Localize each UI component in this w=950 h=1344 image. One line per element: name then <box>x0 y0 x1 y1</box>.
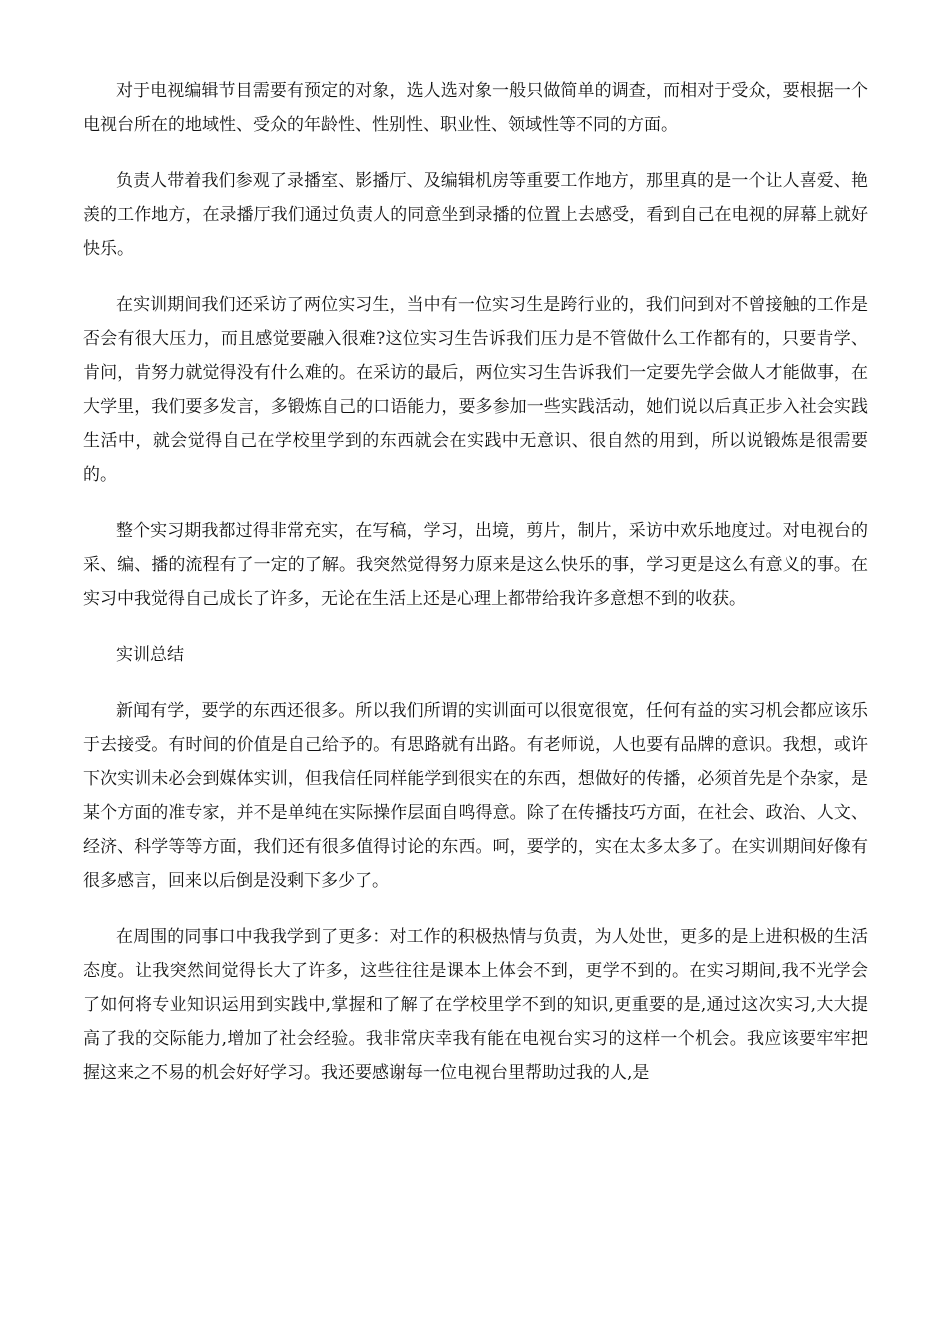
paragraph-summary-learning: 新闻有学，要学的东西还很多。所以我们所谓的实训面可以很宽很宽，任何有益的实习机会都应该乐于去接受。有时间的价值是自己给予的。有思路就有出路。有老师说，人也要有品牌的意识。我想，或许下次实训未必会到媒体实训，但我信任同样能学到很实在的东西，想做好的传播，必须首先是个杂家，是某个方面的准专家，并不是单纯在实际操作层面自鸣得意。除了在传播技巧方面，在社会、政治、人文、经济、科学等等方面，我们还有很多值得讨论的东西。呵，要学的，实在太多太多了。在实训期间好像有很多感言，回来以后倒是没剩下多少了。 <box>83 701 868 891</box>
paragraph-studio-visit: 负责人带着我们参观了录播室、影播厅、及编辑机房等重要工作地方，那里真的是一个让人喜爱、艳羡的工作地方，在录播厅我们通过负责人的同意坐到录播的位置上去感受，看到自己在电视的屏幕上就好快乐。 <box>83 171 868 259</box>
paragraph-target-audience: 对于电视编辑节目需要有预定的对象，选人选对象一般只做简单的调查，而相对于受众，要根据一个电视台所在的地域性、受众的年龄性、性别性、职业性、领域性等不同的方面。 <box>83 81 868 135</box>
document-body <box>83 74 868 1112</box>
paragraph-internship-experience: 整个实习期我都过得非常充实，在写稿，学习，出境，剪片，制片，采访中欢乐地度过。对电视台的采、编、播的流程有了一定的了解。我突然觉得努力原来是这么快乐的事，学习更是这么有意义的事。在实习中我觉得自己成长了许多，无论在生活上还是心理上都带给我许多意想不到的收获。 <box>83 521 868 609</box>
paragraph-intern-interview: 在实训期间我们还采访了两位实习生，当中有一位实习生是跨行业的，我们问到对不曾接触的工作是否会有很大压力，而且感觉要融入很难?这位实习生告诉我们压力是不管做什么工作都有的，只要肯学、肯问，肯努力就觉得没有什么难的。在采访的最后，两位实习生告诉我们一定要先学会做人才能做事，在大学里，我们要多发言，多锻炼自己的口语能力，要多参加一些实践活动，她们说以后真正步入社会实践生活中，就会觉得自己在学校里学到的东西就会在实践中无意识、很自然的用到，所以说锻炼是很需要的。 <box>83 295 868 485</box>
paragraph-summary-colleagues: 在周围的同事口中我我学到了更多：对工作的积极热情与负责，为人处世，更多的是上进积极的生活态度。让我突然间觉得长大了许多，这些往往是课本上体会不到，更学不到的。在实习期间,我不光学会了如何将专业知识运用到实践中,掌握和了解了在学校里学不到的知识,更重要的是,通过这次实习,大大提高了我的交际能力,增加了社会经验。我非常庆幸我有能在电视台实习的这样一个机会。我应该要牢牢把握这来之不易的机会好好学习。我还要感谢每一位电视台里帮助过我的人,是 <box>83 927 868 1083</box>
section-heading: 实训总结 <box>116 645 184 665</box>
